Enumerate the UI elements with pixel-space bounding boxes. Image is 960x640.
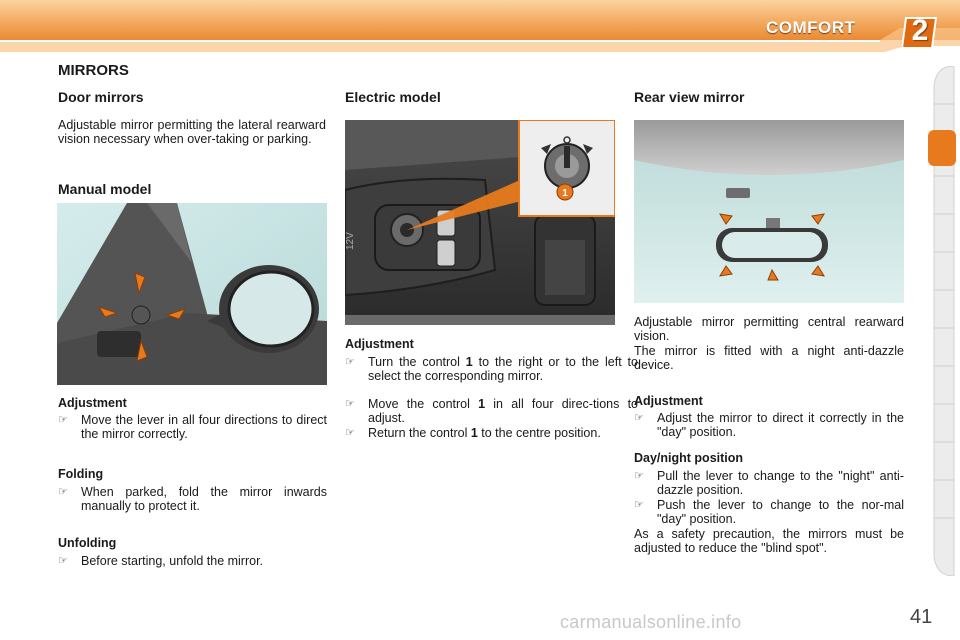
- bullet-hand-icon: ☞: [58, 555, 68, 567]
- panel-12v-label: 12V: [345, 232, 356, 250]
- bullet-hand-icon: ☞: [634, 499, 644, 511]
- rear-adjustment-heading: Adjustment: [634, 394, 703, 408]
- rear-adjustment-item: ☞ Adjust the mirror to direct it correctly in the "day" position.: [634, 411, 904, 439]
- folding-item: ☞ When parked, fold the mirror inwards manually to protect it.: [58, 485, 327, 513]
- electric-adjustment-heading: Adjustment: [345, 337, 414, 351]
- safety-note: As a safety precaution, the mirrors must be adjusted to reduce the "blind spot".: [634, 527, 904, 555]
- rear-view-mirror-photo: [634, 120, 904, 303]
- electric-control-photo: [345, 120, 615, 325]
- manual-model-heading: Manual model: [58, 181, 152, 197]
- daynight-item-1: ☞ Pull the lever to change to the "night" anti-dazzle position.: [634, 469, 904, 497]
- bullet-hand-icon: ☞: [345, 356, 355, 368]
- rear-view-mirror-heading: Rear view mirror: [634, 89, 745, 105]
- folding-heading: Folding: [58, 467, 104, 481]
- rear-mirror-intro-2: The mirror is fitted with a night anti-dazzle device.: [634, 344, 904, 372]
- electric-item-2: ☞ Move the control 1 in all four direc-tions to adjust.: [345, 397, 638, 425]
- bullet-hand-icon: ☞: [345, 398, 355, 410]
- manual-adjustment-item: ☞ Move the lever in all four directions to direct the mirror correctly.: [58, 413, 327, 441]
- watermark: carmanualsonline.info: [560, 612, 742, 632]
- page-number: 41: [910, 606, 933, 628]
- unfolding-item: ☞ Before starting, unfold the mirror.: [58, 554, 264, 568]
- daynight-item-2: ☞ Push the lever to change to the nor-mal "day" position.: [634, 498, 904, 526]
- rear-mirror-intro-1: Adjustable mirror permitting central rearward vision.: [634, 315, 904, 343]
- electric-item-1: ☞ Turn the control 1 to the right or to the left to select the corresponding mirror.: [345, 355, 638, 383]
- section-title: MIRRORS: [58, 62, 129, 79]
- bullet-hand-icon: ☞: [345, 427, 355, 439]
- manual-mirror-photo: [57, 203, 327, 385]
- door-mirrors-intro: Adjustable mirror permitting the lateral rearward vision necessary when over-taking or parking.: [58, 118, 326, 146]
- control-number-label: 1: [562, 188, 568, 199]
- chapter-title: COMFORT: [766, 18, 856, 37]
- door-mirrors-heading: Door mirrors: [58, 89, 144, 105]
- electric-item-3: ☞ Return the control 1 to the centre position.: [345, 426, 601, 440]
- electric-model-heading: Electric model: [345, 89, 441, 105]
- chapter-tabs[interactable]: [926, 66, 956, 576]
- bullet-hand-icon: ☞: [634, 412, 644, 424]
- unfolding-heading: Unfolding: [58, 536, 117, 550]
- active-chapter-tab: [928, 130, 956, 166]
- manual-adjustment-heading: Adjustment: [58, 396, 127, 410]
- bullet-hand-icon: ☞: [58, 414, 68, 426]
- daynight-heading: Day/night position: [634, 451, 744, 465]
- bullet-hand-icon: ☞: [58, 486, 68, 498]
- chapter-number: 2: [911, 14, 929, 47]
- bullet-hand-icon: ☞: [634, 470, 644, 482]
